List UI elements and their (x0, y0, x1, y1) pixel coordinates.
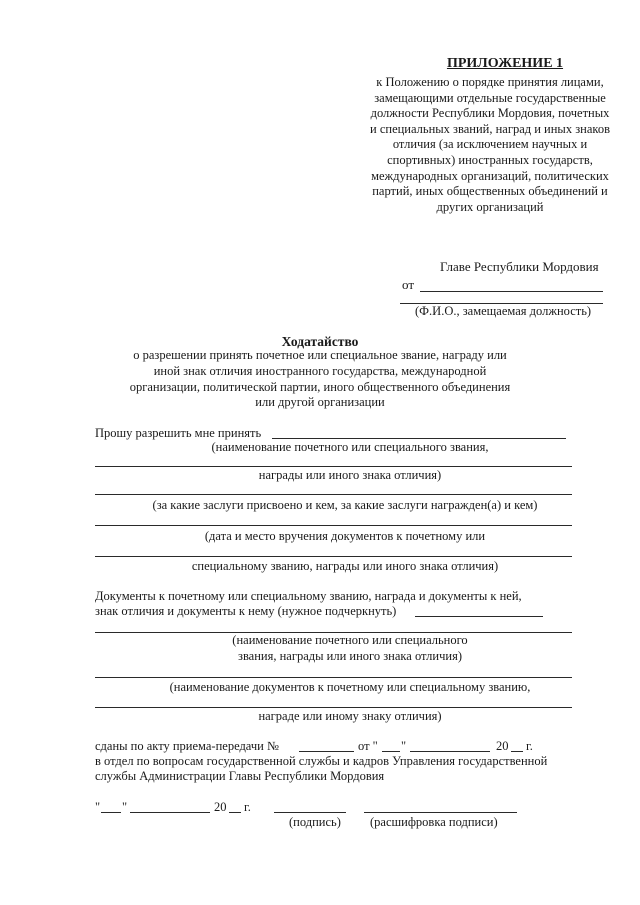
addressee-line: Главе Республики Мордовия (440, 259, 599, 274)
caption-merits: (за какие заслуги присвоено и кем, за какие заслуги награжден(а) и кем) (152, 498, 538, 512)
from-caption: (Ф.И.О., замещаемая должность) (415, 304, 592, 318)
documents-fill-line (415, 616, 543, 617)
fill-line-8 (95, 707, 572, 708)
caption-documents-award: награде или иному знаку отличия) (258, 709, 442, 723)
act-number-line (299, 751, 354, 752)
signature-line (274, 812, 346, 813)
caption-special-title: специальному званию, награды или иного знака отличия) (191, 559, 499, 573)
caption-honor-name: (наименование почетного или специального (232, 633, 468, 647)
act-date-open: от " (358, 739, 378, 753)
signature-caption: (подпись) (289, 815, 341, 829)
fill-line-2 (95, 466, 572, 467)
sign-day-line (101, 812, 121, 813)
petition-title: Ходатайство (281, 334, 359, 349)
sign-year: 20 (214, 800, 227, 814)
request-label: Прошу разрешить мне принять (95, 426, 262, 440)
sign-year-line (229, 812, 241, 813)
appendix-reference: к Положению о порядке принятия лицами, замещающими отдельные государственные должности Республики Мордовия, почетных и специальных званий, наград и иных знаков отличия (за исключением научных и спортивных) иностранных государств, международных организаций, политических партий, иных общественных объединений и других организаций (370, 75, 610, 214)
caption-honor-award: звания, награды или иного знака отличия) (238, 649, 462, 663)
decode-line (364, 812, 517, 813)
from-label: от (402, 277, 415, 292)
caption-documents: (наименование документов к почетному или специальному званию, (169, 680, 531, 694)
decode-caption: (расшифровка подписи) (370, 815, 498, 829)
act-label: сданы по акту приема-передачи № (95, 739, 279, 753)
caption-date-place: (дата и место вручения документов к почетному или (204, 529, 486, 543)
sign-year-suffix: г. (244, 800, 251, 814)
fill-line-3 (95, 494, 572, 495)
fill-line-7 (95, 677, 572, 678)
act-day-line (382, 751, 400, 752)
act-date-close: " (401, 739, 407, 753)
request-fill-line (272, 438, 566, 439)
caption-title-name: (наименование почетного или специального звания, (211, 440, 489, 454)
sign-quote-close: " (122, 800, 128, 814)
sign-month-line (130, 812, 210, 813)
caption-award: награды или иного знака отличия) (258, 468, 442, 482)
act-year: 20 (496, 739, 509, 753)
appendix-title: ПРИЛОЖЕНИЕ 1 (446, 56, 564, 71)
act-month-line (410, 751, 490, 752)
from-fill-line-1 (420, 291, 603, 292)
fill-line-5 (95, 556, 572, 557)
department-line-2: службы Администрации Главы Республики Мордовия (95, 769, 385, 783)
documents-line-2: знак отличия и документы к нему (нужное подчеркнуть) (95, 604, 397, 618)
sign-quote-open: " (95, 800, 101, 814)
documents-line-1: Документы к почетному или специальному званию, награда и документы к ней, (95, 589, 522, 603)
petition-subtitle: о разрешении принять почетное или специальное звание, награду или иной знак отличия иностранного государства, международной организации, политической партии, иного общественного объединения или другой организации (129, 348, 511, 410)
fill-line-4 (95, 525, 572, 526)
department-line-1: в отдел по вопросам государственной службы и кадров Управления государственной (95, 754, 548, 768)
act-year-line (511, 751, 523, 752)
act-year-suffix: г. (526, 739, 533, 753)
